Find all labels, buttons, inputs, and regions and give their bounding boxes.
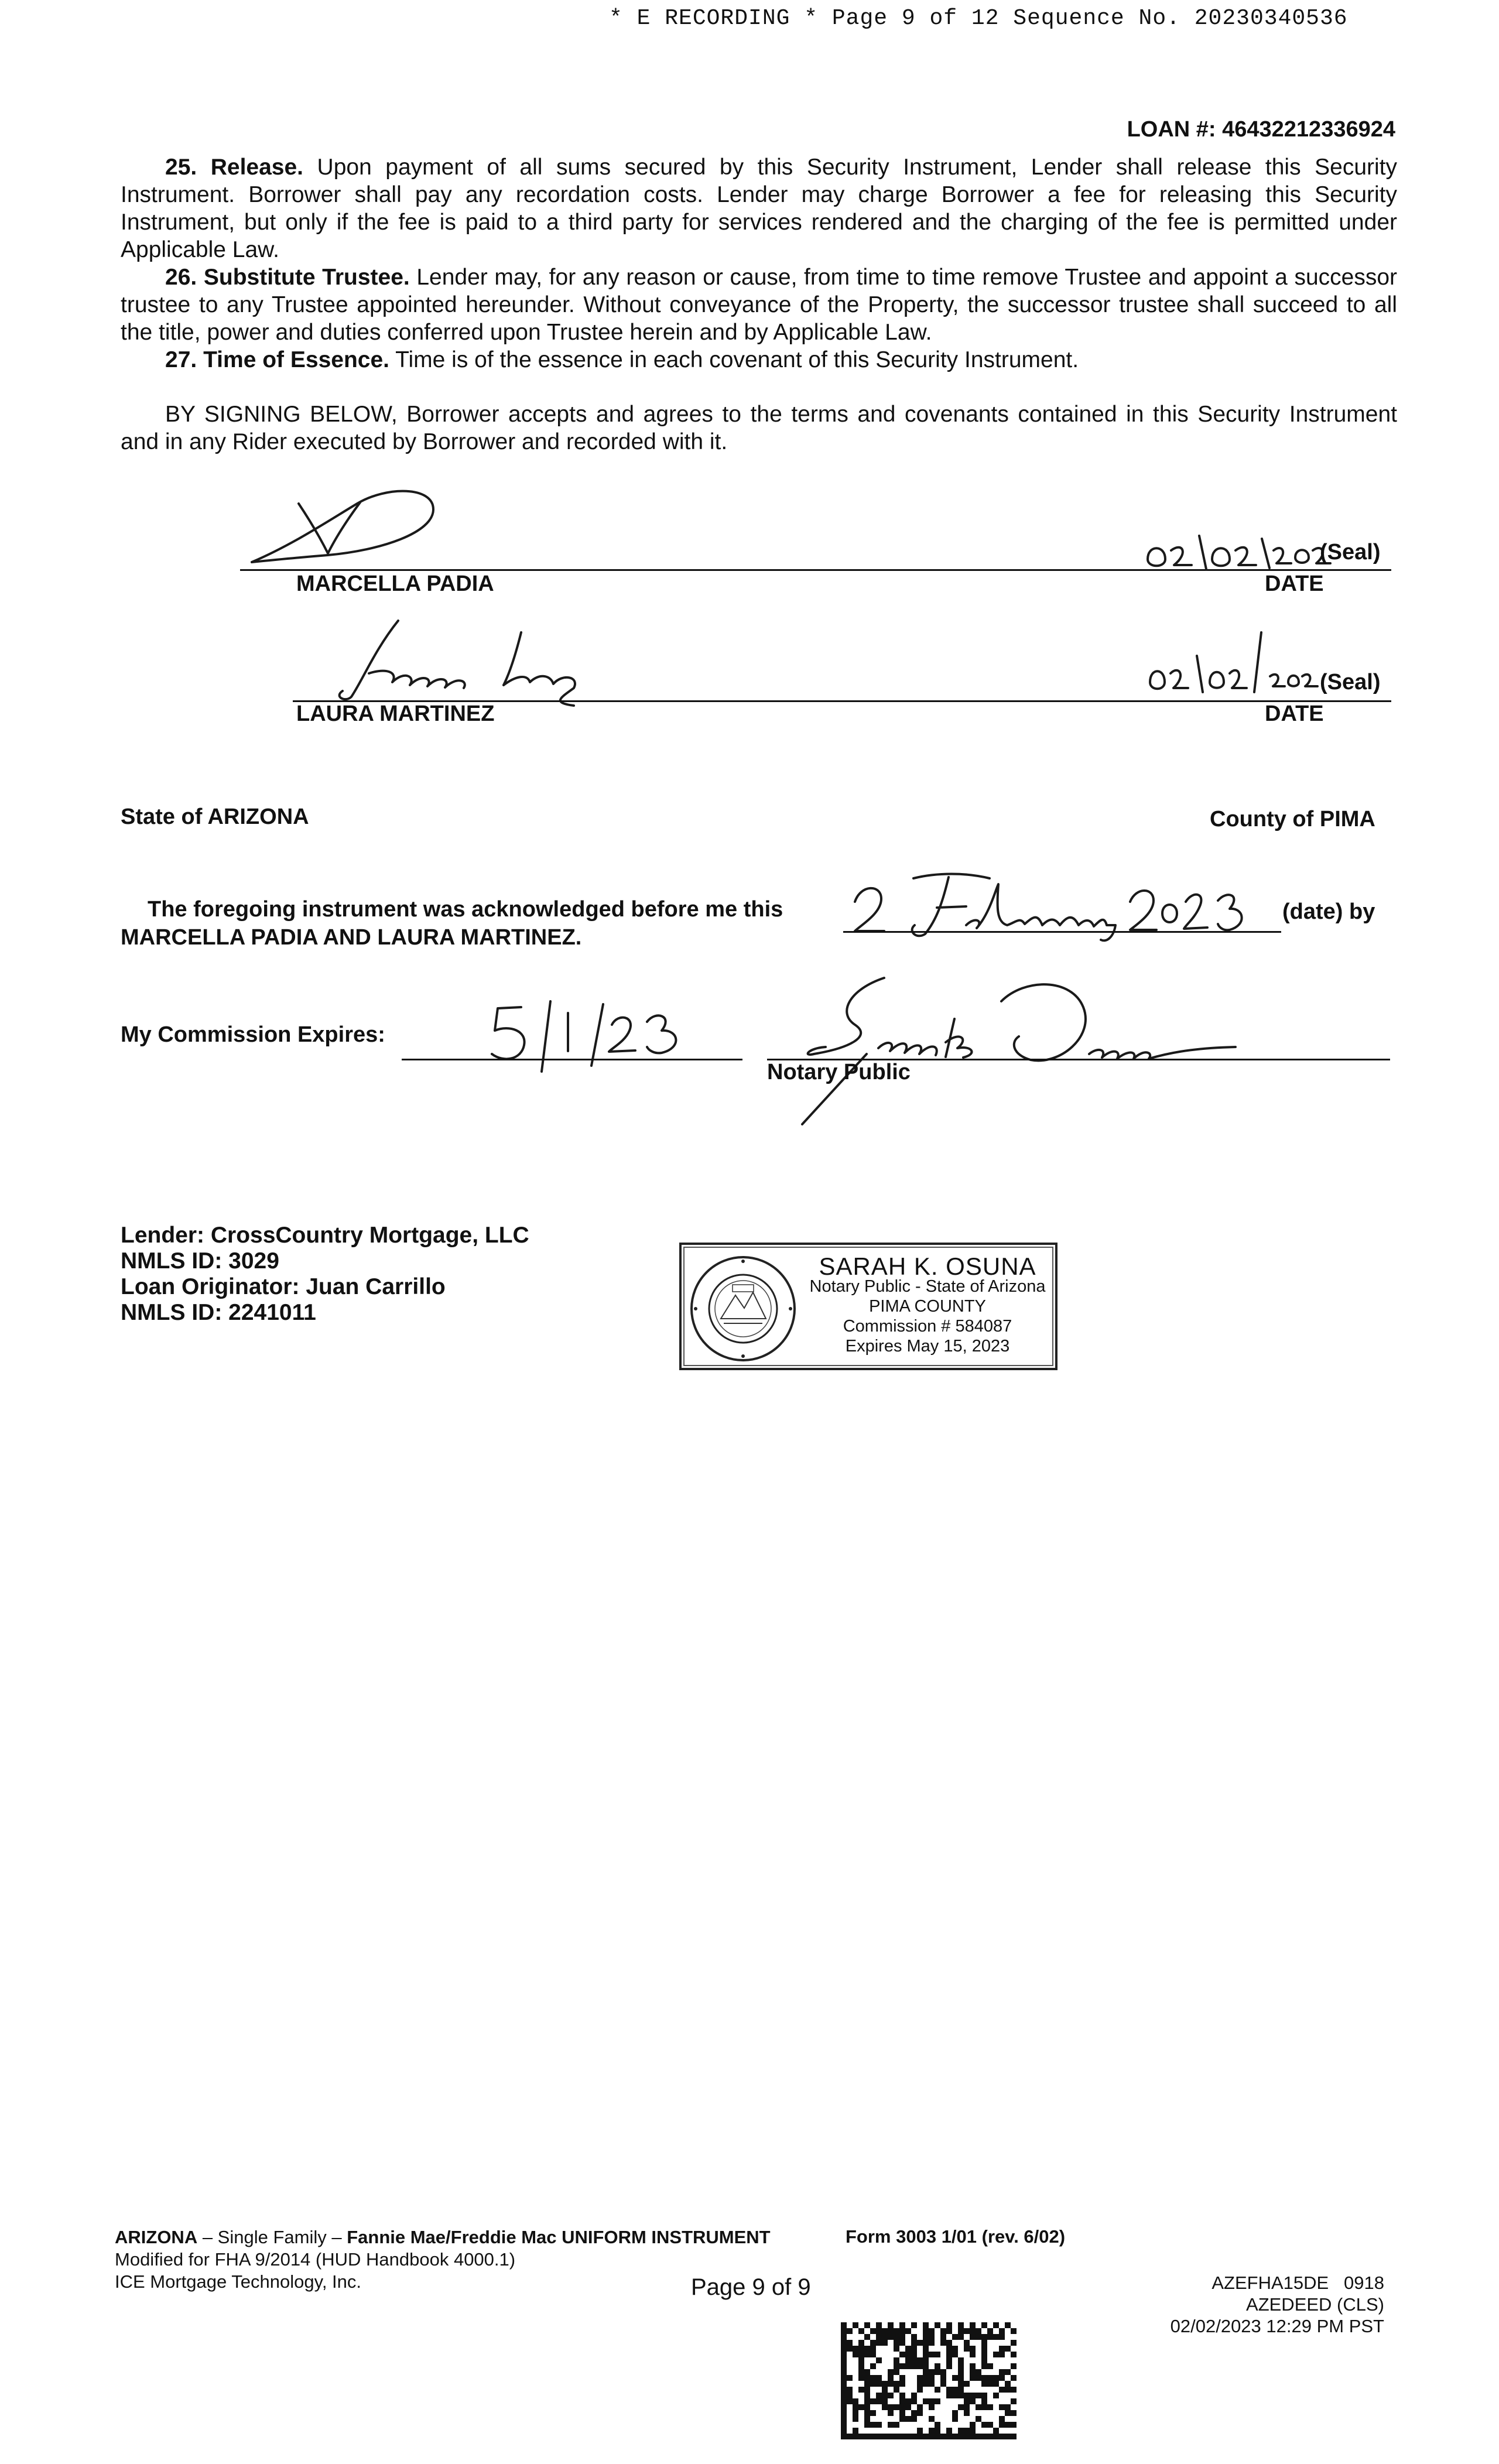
handwritten-commission-expiry bbox=[486, 995, 709, 1077]
acknowledged-parties: MARCELLA PADIA AND LAURA MARTINEZ. bbox=[121, 925, 582, 950]
stamp-notary-title: Notary Public - State of Arizona bbox=[809, 1277, 1046, 1296]
barcode-icon bbox=[841, 2322, 1017, 2439]
clause-number: 27. bbox=[165, 347, 197, 372]
notary-public-label: Notary Public bbox=[767, 1060, 911, 1084]
clause-title: Substitute Trustee. bbox=[203, 265, 410, 290]
borrower-signature-1 bbox=[240, 480, 451, 574]
seal-label-2: (Seal) bbox=[1320, 670, 1381, 694]
stamp-commission: Commission # 584087 bbox=[843, 1317, 1012, 1336]
footer-code-1: AZEFHA15DE 0918 bbox=[1211, 2273, 1384, 2293]
acknowledgment-text: The foregoing instrument was acknowledged before me this bbox=[148, 897, 783, 922]
footer-modified: Modified for FHA 9/2014 (HUD Handbook 4000.1) bbox=[115, 2249, 516, 2270]
date-label-1: DATE bbox=[1265, 571, 1324, 596]
document-body bbox=[121, 153, 1397, 456]
clause-26 bbox=[121, 263, 1397, 346]
date-label-2: DATE bbox=[1265, 701, 1324, 726]
commission-expires-label: My Commission Expires: bbox=[121, 1022, 385, 1047]
footer-desc: – Single Family – bbox=[197, 2227, 347, 2247]
lender-name: Lender: CrossCountry Mortgage, LLC bbox=[121, 1223, 529, 1248]
loan-originator: Loan Originator: Juan Carrillo bbox=[121, 1274, 446, 1299]
footer-timestamp: 02/02/2023 12:29 PM PST bbox=[1170, 2316, 1384, 2336]
footer-state: ARIZONA bbox=[115, 2227, 198, 2247]
loan-number: LOAN #: 46432212336924 bbox=[1127, 117, 1395, 142]
borrower-signature-2 bbox=[328, 609, 621, 714]
footer-instrument bbox=[115, 2226, 771, 2249]
ack-date-suffix: (date) by bbox=[1282, 899, 1375, 924]
originator-nmls: NMLS ID: 2241011 bbox=[121, 1300, 316, 1325]
footer-form-info bbox=[115, 2226, 771, 2293]
handwritten-date-1 bbox=[1142, 527, 1335, 574]
handwritten-date-2 bbox=[1144, 627, 1332, 697]
notary-county: County of PIMA bbox=[1210, 807, 1375, 831]
clause-text: Lender may, for any reason or cause, from time to time remove Trustee and appoint a successor trustee to any Trustee appointed hereunder. Without conveyance of the Property, the successor trustee shall succeed to all the title, power and duties conferred upon Trustee herein and by Applicable Law. bbox=[121, 265, 1397, 345]
page-number: Page 9 of 9 bbox=[691, 2274, 811, 2300]
footer-code-2: AZEDEED (CLS) bbox=[1246, 2294, 1384, 2315]
footer-codes bbox=[1171, 2272, 1384, 2337]
clause-text: Time is of the essence in each covenant of this Security Instrument. bbox=[389, 347, 1079, 372]
stamp-county: PIMA COUNTY bbox=[869, 1297, 986, 1316]
stamp-expires: Expires May 15, 2023 bbox=[845, 1337, 1010, 1356]
seal-label-1: (Seal) bbox=[1320, 540, 1381, 564]
footer-form-number: Form 3003 1/01 (rev. 6/02) bbox=[846, 2226, 1066, 2247]
clause-number: 26. bbox=[165, 265, 197, 290]
borrower-name-2: LAURA MARTINEZ bbox=[296, 701, 495, 726]
clause-title: Time of Essence. bbox=[203, 347, 389, 372]
notary-stamp bbox=[679, 1243, 1057, 1370]
clause-25 bbox=[121, 153, 1397, 263]
stamp-text bbox=[805, 1252, 1050, 1356]
footer-desc-bold: Fannie Mae/Freddie Mac UNIFORM INSTRUMENT bbox=[347, 2227, 771, 2247]
ack-date-line bbox=[843, 931, 1281, 933]
clause-title: Release. bbox=[210, 155, 304, 180]
clause-27 bbox=[121, 346, 1397, 374]
clause-text: Upon payment of all sums secured by this Security Instrument, Lender shall release this Security Instrument. Borrower shall pay any recordation costs. Lender may charge Borrower a fee for releasing this Security Instrument, but only if the fee is paid to a third party for services rendered and the charging of the fee is permitted under Applicable Law. bbox=[121, 155, 1397, 262]
footer-vendor: ICE Mortgage Technology, Inc. bbox=[115, 2271, 362, 2292]
signing-statement: BY SIGNING BELOW, Borrower accepts and agrees to the terms and covenants contained in this Security Instrument and in any Rider executed by Borrower and recorded with it. bbox=[121, 402, 1397, 454]
stamp-notary-name: SARAH K. OSUNA bbox=[819, 1252, 1036, 1280]
recording-header: * E RECORDING * Page 9 of 12 Sequence No. 20230340536 bbox=[609, 6, 1348, 31]
clause-number: 25. bbox=[165, 155, 197, 180]
commission-expires-line bbox=[402, 1059, 742, 1060]
lender-info bbox=[121, 1223, 529, 1326]
borrower-name-1: MARCELLA PADIA bbox=[296, 571, 494, 596]
notary-state: State of ARIZONA bbox=[121, 805, 309, 829]
state-seal-icon bbox=[689, 1254, 798, 1363]
lender-nmls: NMLS ID: 3029 bbox=[121, 1248, 279, 1274]
